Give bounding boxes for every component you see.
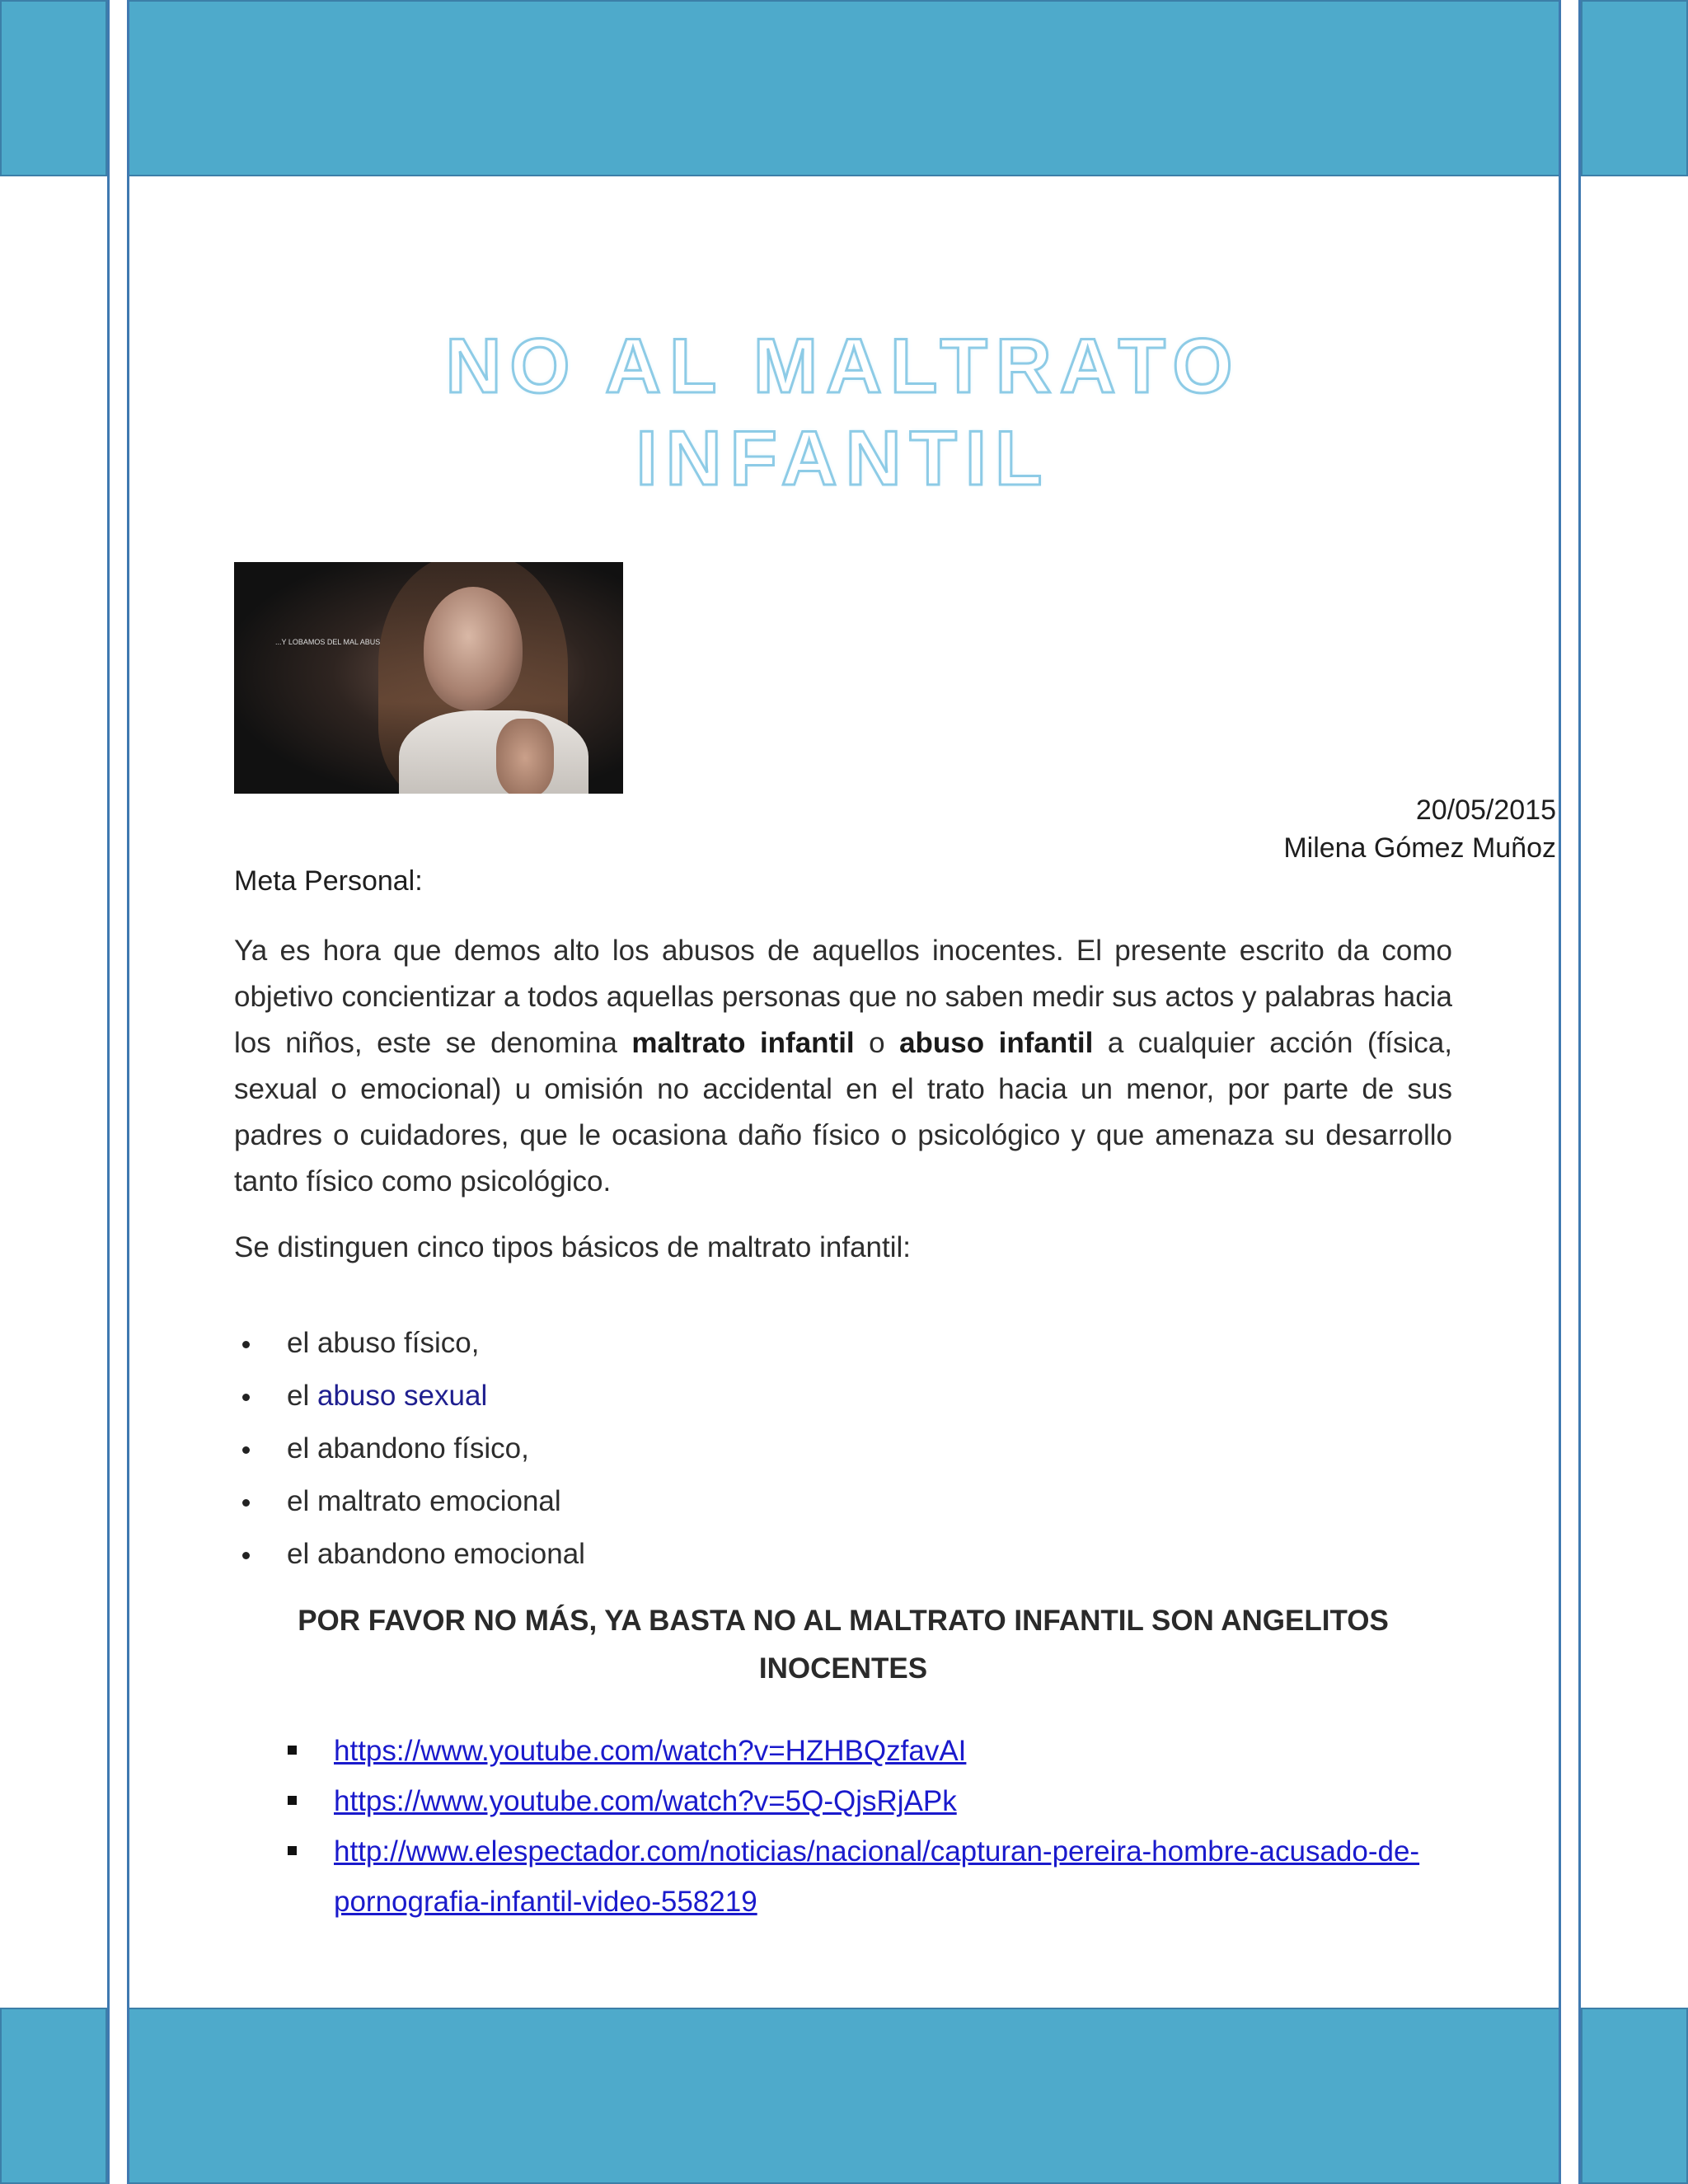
frame-bottom-left [0, 2008, 107, 2184]
frame-top-left [0, 0, 107, 176]
child-photo [234, 562, 623, 794]
photo-face [424, 587, 523, 710]
document-page [130, 180, 1556, 2003]
title-line-2: INFANTIL [635, 415, 1051, 501]
elespectador-link[interactable]: http://www.elespectador.com/noticias/nacional/capturan-pereira-hombre-acusado-de-pornografia-infantil-video-558219 [334, 1835, 1420, 1918]
photo-hands [496, 719, 554, 794]
youtube-link-2[interactable]: https://www.youtube.com/watch?v=5Q-QjsRjAPk [334, 1785, 957, 1817]
frame-line-right-outer [1578, 0, 1581, 2184]
term-abuso-infantil: abuso infantil [899, 1027, 1094, 1059]
title-line-1: NO AL MALTRATO [445, 322, 1241, 409]
paragraph-part-3: a cualquier acción (física, sexual o emocional) u omisión no accidental en el trato hacia un menor, por parte de sus padres o cuidadores, que le ocasiona daño físico o psicológico y que amenaza su desarrollo tanto físico como psicológico. [234, 1027, 1452, 1197]
list-item: el abuso físico, [234, 1317, 585, 1370]
list-item [283, 1776, 1453, 1826]
paragraph-part-2: o [854, 1027, 900, 1059]
term-maltrato-infantil: maltrato infantil [631, 1027, 855, 1059]
document-author: Milena Gómez Muñoz [1283, 832, 1556, 864]
frame-bottom-center [127, 2008, 1561, 2184]
list-item [283, 1726, 1453, 1776]
slogan: POR FAVOR NO MÁS, YA BASTA NO AL MALTRATO INFANTIL SON ANGELITOS INOCENTES [298, 1605, 1389, 1685]
list-item [283, 1826, 1453, 1927]
document-title [130, 320, 1556, 504]
meta-personal-label: Meta Personal: [234, 865, 423, 897]
frame-top-right [1581, 0, 1688, 176]
frame-bottom-right [1581, 2008, 1688, 2184]
frame-line-left-outer [107, 0, 110, 2184]
paragraph-part-1: Ya es hora que demos alto los abusos de aquellos inocentes. El presente escrito da como objetivo concientizar a todos aquellas personas que no saben medir sus actos y palabras hacia los niños, este se denomina [234, 935, 1452, 1059]
photo-dress [399, 710, 588, 794]
abuso-sexual-link[interactable]: abuso sexual [316, 1380, 488, 1412]
abuse-types-list [234, 1317, 585, 1581]
list-item: el maltrato emocional [234, 1475, 585, 1528]
frame-line-left-inner [127, 0, 129, 2184]
list-item: el abandono emocional [234, 1528, 585, 1581]
reference-links [283, 1726, 1453, 1927]
document-header-meta [1283, 791, 1556, 867]
intro-paragraph [234, 928, 1452, 1205]
types-intro: Se distinguen cinco tipos básicos de maltrato infantil: [234, 1231, 912, 1263]
photo-caption: ...Y LOBAMOS DEL MAL ABUS [275, 638, 381, 646]
document-date: 20/05/2015 [1415, 794, 1556, 826]
youtube-link-1[interactable]: https://www.youtube.com/watch?v=HZHBQzfavAI [334, 1735, 967, 1767]
list-item: el abandono físico, [234, 1422, 585, 1475]
frame-top-center [127, 0, 1561, 176]
list-item: el abuso sexual [234, 1370, 585, 1422]
frame-line-right-inner [1559, 0, 1561, 2184]
